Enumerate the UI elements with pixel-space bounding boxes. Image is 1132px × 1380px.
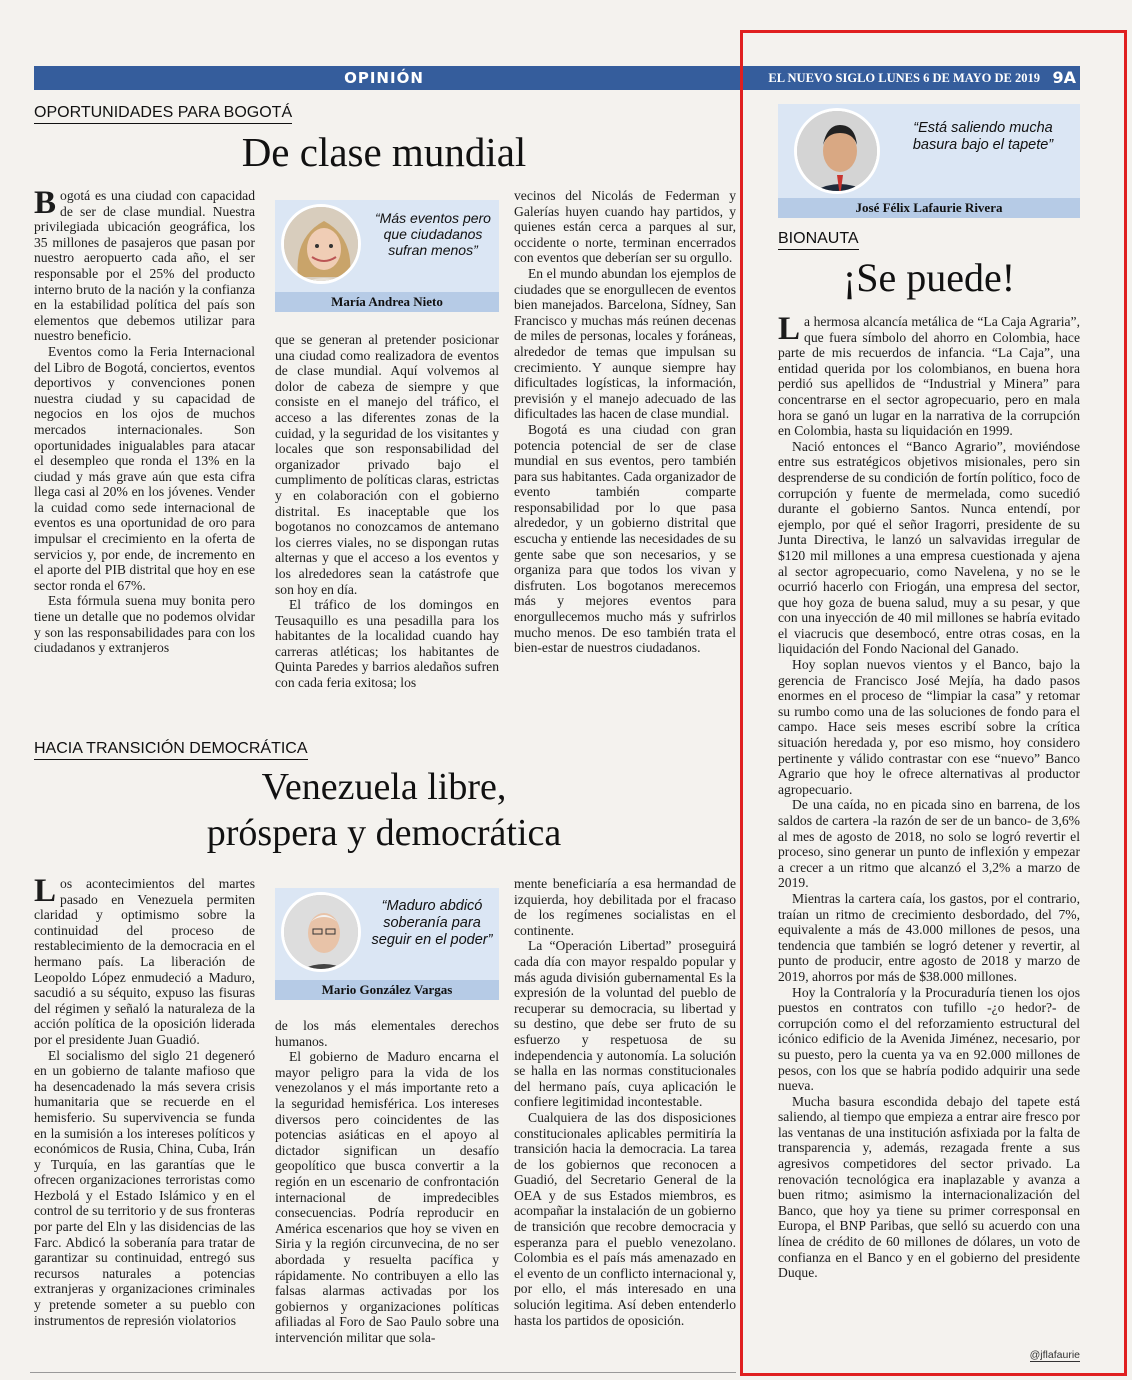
- article1-paragraph: El tráfico de los domingos en Teusaquillo es una pesadilla para los habitantes de la localidad cuando hay carreras atléticas; los habitantes de Quinta Paredes y barrios aledaños sufren con cada feria exitosa; los: [275, 597, 499, 691]
- divider: [30, 1372, 736, 1373]
- author-photo: [281, 204, 361, 284]
- author-handle: @jflafaurie: [1029, 1349, 1080, 1361]
- article1-headline: De clase mundial: [241, 129, 527, 175]
- author-box-maria: [275, 200, 499, 312]
- article1-paragraph: En el mundo abundan los ejemplos de ciudades que se enorgullecen de eventos bien manejados. Barcelona, Sídney, San Francisco y muchas más reúnen decenas de miles de personas, locales y foráneas, alrededor de temas que impulsan su crecimiento. Y aunque siempre hay dificultades logísticas, la información, previsión y el manejo adecuado de las dificultades las hacen de clase mundial.: [514, 265, 736, 422]
- portrait-icon: [284, 895, 361, 972]
- pull-quote: “Más eventos pero que ciudadanos sufran menos”: [375, 210, 491, 258]
- article3-paragraph: Mucha basura escondida debajo del tapete está saliendo, al tiempo que empieza a entrar aire fresco por las ventanas de una institución asfixiada por la falta de transparencia y, además, rezagada frente a sus agresivos competidores del sector privado. La renovación tecnológica era inaplazable y avanza a buen ritmo; asimismo la internacionalización del Banco, que hoy ya tiene su primer corresponsal en Europa, el BNP Paribas, que selló su acuerdo con una línea de crédito de 60 millones de dólares, un voto de confianza en el Banco y en el gobierno del presidente Duque.: [778, 1093, 1080, 1281]
- article2-paragraph: El socialismo del siglo 21 degeneró en un gobierno de talante mafioso que ha desencadenado la más severa crisis humanitaria que se recuerde en el hemisferio. Su supervivencia se funda en la sumisión a los intereses políticos y económicos de Rusia, China, Cuba, Irán y Turquía, en las garantías que le ofrecen organizaciones terroristas como Hezbolá y el Estado Islámico y en el control de su territorio y de sus fronteras por parte del Eln y las disidencias de las Farc. Abdicó la soberanía para tratar de garantizar su continuidad, entregó sus recursos naturales a potencias extranjeras y organizaciones criminales y pretende someter a su pueblo con instrumentos de represión violatorios: [34, 1047, 255, 1328]
- article2-paragraph: Cualquiera de las dos disposiciones constitucionales aplicables permitiría la transición hacia la democracia. La tarea de los gobiernos que reconocen a Guadió, del Secretario General de la OEA y de sus Estados miembros, es acompañar la instalación de un gobierno de transición que recobre democracia y esperanza para el pueblo venezolano. Colombia es el país más amenazado en el evento de un conflicto internacional y, por ello, el más interesado en una solución legitima. Así deben entenderlo hasta los partidos de oposición.: [514, 1109, 736, 1328]
- author-name: María Andrea Nieto: [275, 292, 499, 312]
- article3-paragraph: Mientras la cartera caía, los gastos, por el contrario, traían un ritmo de crecimiento desbordado, del 7%, equivalente a más de 43.000 millones de pesos, una tendencia que también se logró detener y revertir, al punto de producir, entre agosto de 2018 y marzo de 2019, ahorros por más de $38.000 millones.: [778, 890, 1080, 984]
- article3-kicker: BIONAUTA: [778, 230, 859, 250]
- author-photo: [794, 108, 880, 194]
- article2-kicker: HACIA TRANSICIÓN DEMOCRÁTICA: [34, 740, 308, 760]
- article1-paragraph: Eventos como la Feria Internacional del Libro de Bogotá, conciertos, eventos deportivos y convenciones ponen nuestra ciudad y su capacidad de negocios en los ojos de muchos mercados internacionales. Son oportunidades inigualables para atacar el desempleo que ronda el 13% en la ciudad y más grave aún que esta cifra llega casi al 20% en los jóvenes. Vender la cuidad como sede internacional de eventos es una oportunidad de oro para impulsar el crecimiento en la oferta de servicios y, por ende, de incremento en el aporte del PIB distrital que hoy en ese sector ronda el 67%.: [34, 343, 255, 593]
- headline-line: Venezuela libre,: [261, 766, 507, 808]
- author-name: Mario González Vargas: [275, 980, 499, 1000]
- article1-column-2: [275, 332, 499, 700]
- article1-paragraph: Esta fórmula suena muy bonita pero tiene un detalle que no podemos olvidar y son las responsabilidades para con los ciudadanos y extranjeros: [34, 593, 255, 656]
- article2-column-2: [275, 1018, 499, 1370]
- section-name: OPINIÓN: [344, 69, 424, 87]
- dropcap: B: [34, 188, 57, 221]
- headline-line: próspera y democrática: [206, 812, 562, 854]
- article3-paragraph: De una caída, no en picada sino en barrena, de los saldos de cartera -la razón de ser de un banco- de 3,6% al mes de agosto de 2018, no solo se logró revertir el proceso, sino generar un punto de inflexión y empezar a crecer a un ritmo que alcanzó el 3,2% a marzo de 2019.: [778, 797, 1080, 891]
- article3-paragraph: Nació entonces el “Banco Agrario”, moviéndose entre sus estratégicos objetivos misionales, pero sin desprenderse de su condición de fortín político, foco de corrupción y fuente de mermelada, como sucedió durante el gobierno Santos. Nunca entendí, por ejemplo, por qué el señor Iragorri, presidente de su Junta Directiva, le lanzó un salvavidas irregular de $120 mil millones a una empresa cuestionada y ajena al sector agropecuario, como Navelena, y no se le ocurrió hacerlo con Friogán, una empresa del sector, que hoy goza de buena salud, muy a su pesar, y que con una inyección de 40 mil millones se habría evitado el viacrucis que desembocó, entre otras cosas, en la liquidación del Fondo Nacional del Ganado.: [778, 438, 1080, 657]
- article2-paragraph: Los acontecimientos del martes pasado en Venezuela permiten claridad y optimismo sobre la continuidad del proceso de restablecimiento de la democracia en el hermano país. La liberación de Leopoldo López enmudeció a Maduro, sacudió a su séquito, expuso las fisuras del régimen y señaló la naturaleza de la acción política de la oposición liderada por el presidente Juan Guadió.: [34, 876, 255, 1047]
- author-photo: [281, 892, 361, 972]
- article2-paragraph: de los más elementales derechos humanos.: [275, 1018, 499, 1049]
- article1-column-3: [514, 188, 736, 700]
- article1-paragraph: Bogotá es una ciudad con gran potencia potencial de ser de clase mundial en sus eventos, pero también para sus habitantes. Cada organizador de evento también comparte responsabilidad por lo que pasa alrededor, y un gobierno distrital que escucha y entiende las necesidades de su gente sabe que son necesarios, y se organiza para que todos los vivan y disfruten. Los bogotanos merecemos más y mejores eventos para enorgullecemos mucho más y sufrirlos mucho menos. De eso también trata el bien-estar de nuestros ciudadanos.: [514, 421, 736, 656]
- article3-paragraph: La hermosa alcancía metálica de “La Caja Agraria”, que fuera símbolo del ahorro en Colombia, hace parte de mis recuerdos de infancia. “La Caja”, una entidad querida por los colombianos, en buena hora perdió sus apellidos de “Industrial y Minera” para concentrarse en el sector agropecuario, pero en mala hora se ganó un lugar en la narrativa de la corrupción en Colombia, hasta su liquidación en 1999.: [778, 314, 1080, 439]
- article2-paragraph: La “Operación Libertad” proseguirá cada día con mayor respaldo popular y más aguda división gubernamental Es la expresión de la voluntad del pueblo de recuperar su democracia, su libertad y su destino, que debe ser fruto de su esfuerzo y respetuosa de su independencia y autonomía. La solución se halla en las normas constitucionales del hermano país, cuya aplicación le confiere legitimidad incontestable.: [514, 938, 736, 1110]
- article3-headline: ¡Se puede!: [842, 255, 1016, 300]
- pull-quote: “Está saliendo mucha basura bajo el tapete”: [912, 120, 1054, 153]
- article1-column-1: [34, 188, 255, 700]
- author-name: José Félix Lafaurie Rivera: [778, 198, 1080, 218]
- pull-quote: “Maduro abdicó soberanía para seguir en el poder”: [371, 898, 493, 948]
- portrait-icon: [284, 207, 361, 284]
- dropcap: L: [34, 876, 57, 909]
- article2-headline: [34, 764, 734, 856]
- portrait-icon: [797, 111, 880, 194]
- article1-paragraph: vecinos del Nicolás de Federman y Galerías huyen cuando hay partidos, y quienes están cerca a parques al sur, occidente o norte, terminan encerrados con eventos que deberían ser su orgullo.: [514, 188, 736, 266]
- article3-paragraph: Hoy la Contraloría y la Procuraduría tienen los ojos puestos en contratos con tufillo -¿o hedor?- de corrupción como el del reforzamiento estructural del icónico edificio de la Avenida Jiménez, necesario, por su puesto, pero la cuenta ya va en 92.000 millones de pesos, con los que se habría podido adquirir una sede nueva.: [778, 984, 1080, 1094]
- dateline: EL NUEVO SIGLO LUNES 6 DE MAYO DE 2019: [768, 71, 1040, 85]
- page-number: 9A: [1052, 68, 1076, 87]
- article3-paragraph: Hoy soplan nuevos vientos y el Banco, bajo la gerencia de Francisco José Mejía, ha dado pasos enormes en el proceso de “limpiar la casa” y retomar su rumbo como una de las soluciones de fondo para el campo. Hace seis meses escribí sobre la crítica situación heredada y, por eso mismo, hoy considero pertinente y válido contrastar con ese “nuevo” Banco Agrario que hoy le ofrece alternativas al productor agropecuario.: [778, 657, 1080, 797]
- article2-column-3: [514, 876, 736, 1370]
- article1-paragraph: Bogotá es una ciudad con capacidad de ser de clase mundial. Nuestra privilegiada ubicación geográfica, los 35 millones de pasajeros que pasan por nuestro aeropuerto cada año, el ser responsable por el 25% del producto interno bruto de la nación y la confianza en la estabilidad política del país son elementos que debemos utilizar para nuestro beneficio.: [34, 188, 255, 344]
- article2-paragraph: mente beneficiaría a esa hermandad de izquierda, hoy debilitada por el fracaso de los regímenes socialistas en el continente.: [514, 876, 736, 938]
- article3-column: [778, 314, 1080, 1342]
- article2-column-1: [34, 876, 255, 1370]
- article1-kicker: OPORTUNIDADES PARA BOGOTÁ: [34, 104, 292, 124]
- article2-paragraph: El gobierno de Maduro encarna el mayor peligro para la vida de los venezolanos y el más importante reto a la seguridad hemisférica. Los intereses diversos pero coincidentes de las potencias asiáticas en el apoyo al dictador significan un desafío geopolítico que busca convertir a la región en un escenario de confrontación internacional de impredecibles consecuencias. Podría reproducir en América escenarios que hoy se viven en Siria y la región circunvecina, de no ser abordada y resuelta pacífica y rápidamente. No contribuyen a ello las falsas alarmas activadas por los gobiernos y organizaciones políticas afiliadas al Foro de Sao Paulo sobre una intervención militar que sola-: [275, 1049, 499, 1345]
- author-box-jose: [778, 104, 1080, 218]
- article1-paragraph: que se generan al pretender posicionar una ciudad como realizadora de eventos de clase mundial. Aquí volvemos al dolor de cabeza de siempre y que consiste en el manejo del tráfico, el acceso a las diferentes zonas de la cuidad, y la seguridad de los visitantes y locales que son responsabilidad del organizador privado bajo el cumplimento de políticas claras, estrictas y en colaboración con el gobierno distrital. Es inaceptable que los bogotanos no conozcamos de antemano los cierres viales, no se dispongan rutas alternas y que el acceso a los eventos y los alrededores sean la catástrofe que son hoy en día.: [275, 332, 499, 597]
- author-box-mario: [275, 888, 499, 1000]
- dropcap: L: [778, 314, 801, 347]
